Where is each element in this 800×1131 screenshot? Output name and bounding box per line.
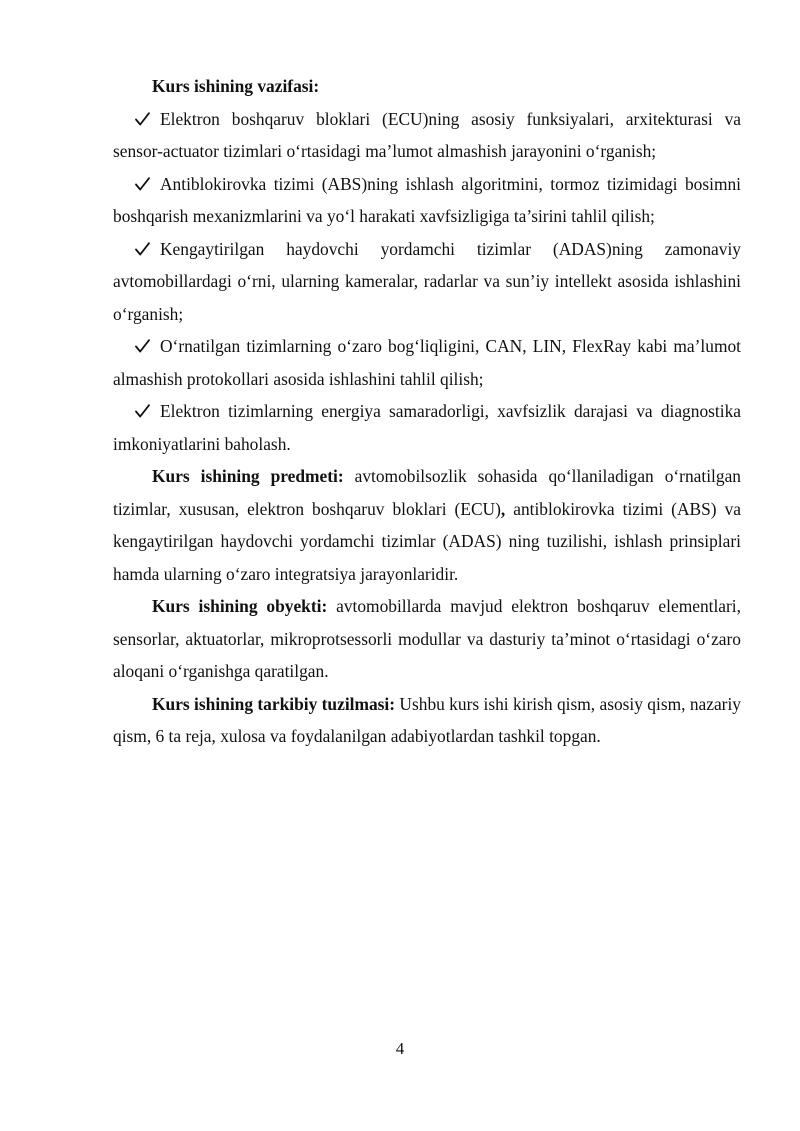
- checkmark-icon: [135, 168, 151, 200]
- subject-comma: ,: [500, 498, 506, 519]
- task-text: Antiblokirovka tizimi (ABS)ning ishlash algoritmini, tormoz tizimidagi bosimni boshqarish mexanizmlarini va yo‘l harakati xavfsizligiga ta’sirini tahlil qilish;: [113, 173, 741, 226]
- list-item: [113, 395, 741, 460]
- task-text: Elektron boshqaruv bloklari (ECU)ning asosiy funksiyalari, arxitekturasi va sensor-actuator tizimlari o‘rtasidagi ma’lumot almashish jarayonini o‘rganish;: [113, 108, 741, 161]
- subject-text-a: avtomobilsozlik sohasida qo‘llaniladigan o‘rnatilgan tizimlar, xususan, elektron boshqaruv bloklari (ECU): [113, 466, 741, 519]
- document-page: [113, 70, 741, 753]
- list-item: [113, 233, 741, 331]
- checkmark-icon: [135, 330, 151, 362]
- subject-paragraph: [113, 460, 741, 590]
- checkmark-icon: [135, 233, 151, 265]
- task-text: Elektron tizimlarning energiya samaradorligi, xavfsizlik darajasi va diagnostika imkoniyatlarini baholash.: [113, 401, 741, 454]
- tasks-list: [113, 103, 741, 461]
- task-text: O‘rnatilgan tizimlarning o‘zaro bog‘liqligini, CAN, LIN, FlexRay kabi ma’lumot almashish protokollari asosida ishlashini tahlil qilish;: [113, 336, 741, 389]
- subject-text-b: antiblokirovka tizimi (ABS) va kengaytirilgan haydovchi yordamchi tizimlar (ADAS) ning tuzilishi, ishlash prinsiplari hamda ularning o‘zaro integratsiya jarayonlaridir.: [113, 498, 741, 584]
- subject-label: Kurs ishining predmeti:: [152, 466, 344, 486]
- object-text: avtomobillarda mavjud elektron boshqaruv elementlari, sensorlar, aktuatorlar, mikroprotsessorli modullar va dasturiy ta’minot o‘rtasidagi o‘zaro aloqani o‘rganishga qaratilgan.: [113, 596, 741, 681]
- checkmark-icon: [135, 103, 151, 135]
- object-label: Kurs ishining obyekti:: [152, 596, 328, 616]
- tasks-heading: Kurs ishining vazifasi:: [152, 76, 320, 96]
- structure-paragraph: [113, 688, 741, 753]
- structure-label: Kurs ishining tarkibiy tuzilmasi:: [152, 693, 396, 714]
- list-item: [113, 330, 741, 395]
- checkmark-icon: [135, 395, 151, 427]
- task-text: Kengaytirilgan haydovchi yordamchi tizimlar (ADAS)ning zamonaviy avtomobillardagi o‘rni, ularning kameralar, radarlar va sun’iy intellekt asosida ishlashini o‘rganish;: [113, 238, 741, 324]
- object-paragraph: [113, 590, 741, 688]
- structure-text: Ushbu kurs ishi kirish qism, asosiy qism, nazariy qism, 6 ta reja, xulosa va foydalanilgan adabiyotlardan tashkil topgan.: [113, 693, 741, 746]
- page-number: 4: [395, 1039, 405, 1058]
- list-item: [113, 103, 741, 168]
- list-item: [113, 168, 741, 233]
